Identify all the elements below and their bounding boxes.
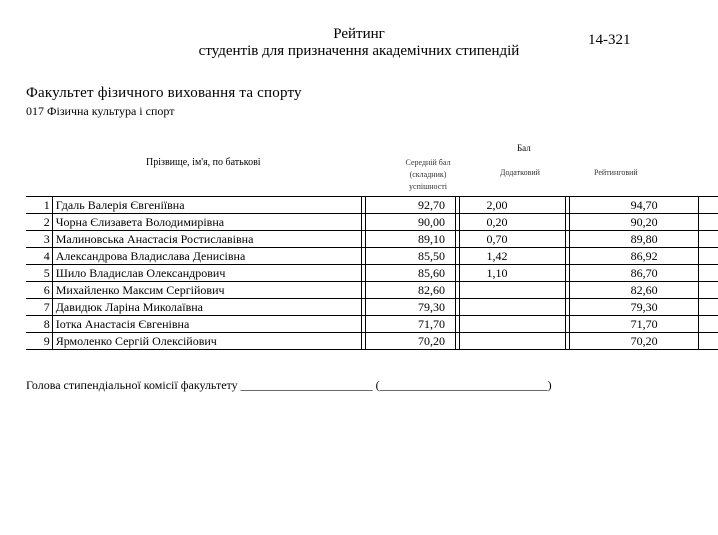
additional-score [460,333,565,350]
column-header-average: Середній бал (складник) успішності [405,158,451,191]
table-row [26,265,718,282]
student-name: Шило Владислав Олександрович [52,265,361,282]
student-name: Ярмоленко Сергій Олексійович [52,333,361,350]
student-name: Александрова Владислава Денисівна [52,248,361,265]
cell-spacer [698,333,718,350]
student-name: Гдаль Валерія Євгеніївна [52,197,361,214]
cell-spacer [698,248,718,265]
rating-score: 86,92 [570,248,699,265]
cell-spacer [698,231,718,248]
additional-score: 0,70 [460,231,565,248]
table-row [26,299,718,316]
additional-score [460,282,565,299]
row-number: 2 [26,214,52,231]
row-number: 6 [26,282,52,299]
student-name: Давидюк Ларіна Миколаївна [52,299,361,316]
rating-score: 89,80 [570,231,699,248]
average-score: 90,00 [366,214,456,231]
average-score: 82,60 [366,282,456,299]
rating-score: 94,70 [570,197,699,214]
column-header-additional: Додатковий [500,168,540,177]
faculty-name: Факультет фізичного виховання та спорту [26,85,302,101]
document-code: 14-321 [588,32,631,48]
cell-spacer [698,197,718,214]
average-score: 89,10 [366,231,456,248]
table-row [26,231,718,248]
column-header-name: Прізвище, ім'я, по батькові [146,157,261,168]
rating-score: 86,70 [570,265,699,282]
rating-score: 79,30 [570,299,699,316]
average-score: 71,70 [366,316,456,333]
additional-score [460,316,565,333]
additional-score [460,299,565,316]
cell-spacer [698,282,718,299]
average-score: 85,60 [366,265,456,282]
row-number: 9 [26,333,52,350]
cell-spacer [698,299,718,316]
column-group-header-score: Бал [517,143,531,153]
row-number: 4 [26,248,52,265]
table-row [26,316,718,333]
row-number: 3 [26,231,52,248]
row-number: 8 [26,316,52,333]
rating-score: 82,60 [570,282,699,299]
program-name: 017 Фізична культура і спорт [26,104,175,118]
row-number: 7 [26,299,52,316]
table-row [26,282,718,299]
signature-line: Голова стипендіальної комісії факультету ______________________ (____________________________) [26,378,552,392]
cell-spacer [698,265,718,282]
additional-score: 1,42 [460,248,565,265]
additional-score: 1,10 [460,265,565,282]
average-score: 79,30 [366,299,456,316]
additional-score: 0,20 [460,214,565,231]
rating-table [26,196,718,350]
table-row [26,248,718,265]
average-score: 85,50 [366,248,456,265]
table-row [26,197,718,214]
cell-spacer [698,316,718,333]
student-name: Іотка Анастасія Євгенівна [52,316,361,333]
student-name: Малиновська Анастасія Ростиславівна [52,231,361,248]
student-name: Михайленко Максим Сергійович [52,282,361,299]
average-score: 92,70 [366,197,456,214]
rating-score: 70,20 [570,333,699,350]
table-row [26,214,718,231]
rating-table-body [26,197,718,350]
rating-score: 71,70 [570,316,699,333]
column-header-rating: Рейтинговий [594,168,638,177]
cell-spacer [698,214,718,231]
row-number: 5 [26,265,52,282]
document-subtitle: студентів для призначення академічних стипендій [198,43,520,59]
average-score: 70,20 [366,333,456,350]
additional-score: 2,00 [460,197,565,214]
student-name: Чорна Єлизавета Володимирівна [52,214,361,231]
row-number: 1 [26,197,52,214]
rating-score: 90,20 [570,214,699,231]
table-row [26,333,718,350]
document-title: Рейтинг [333,26,385,42]
